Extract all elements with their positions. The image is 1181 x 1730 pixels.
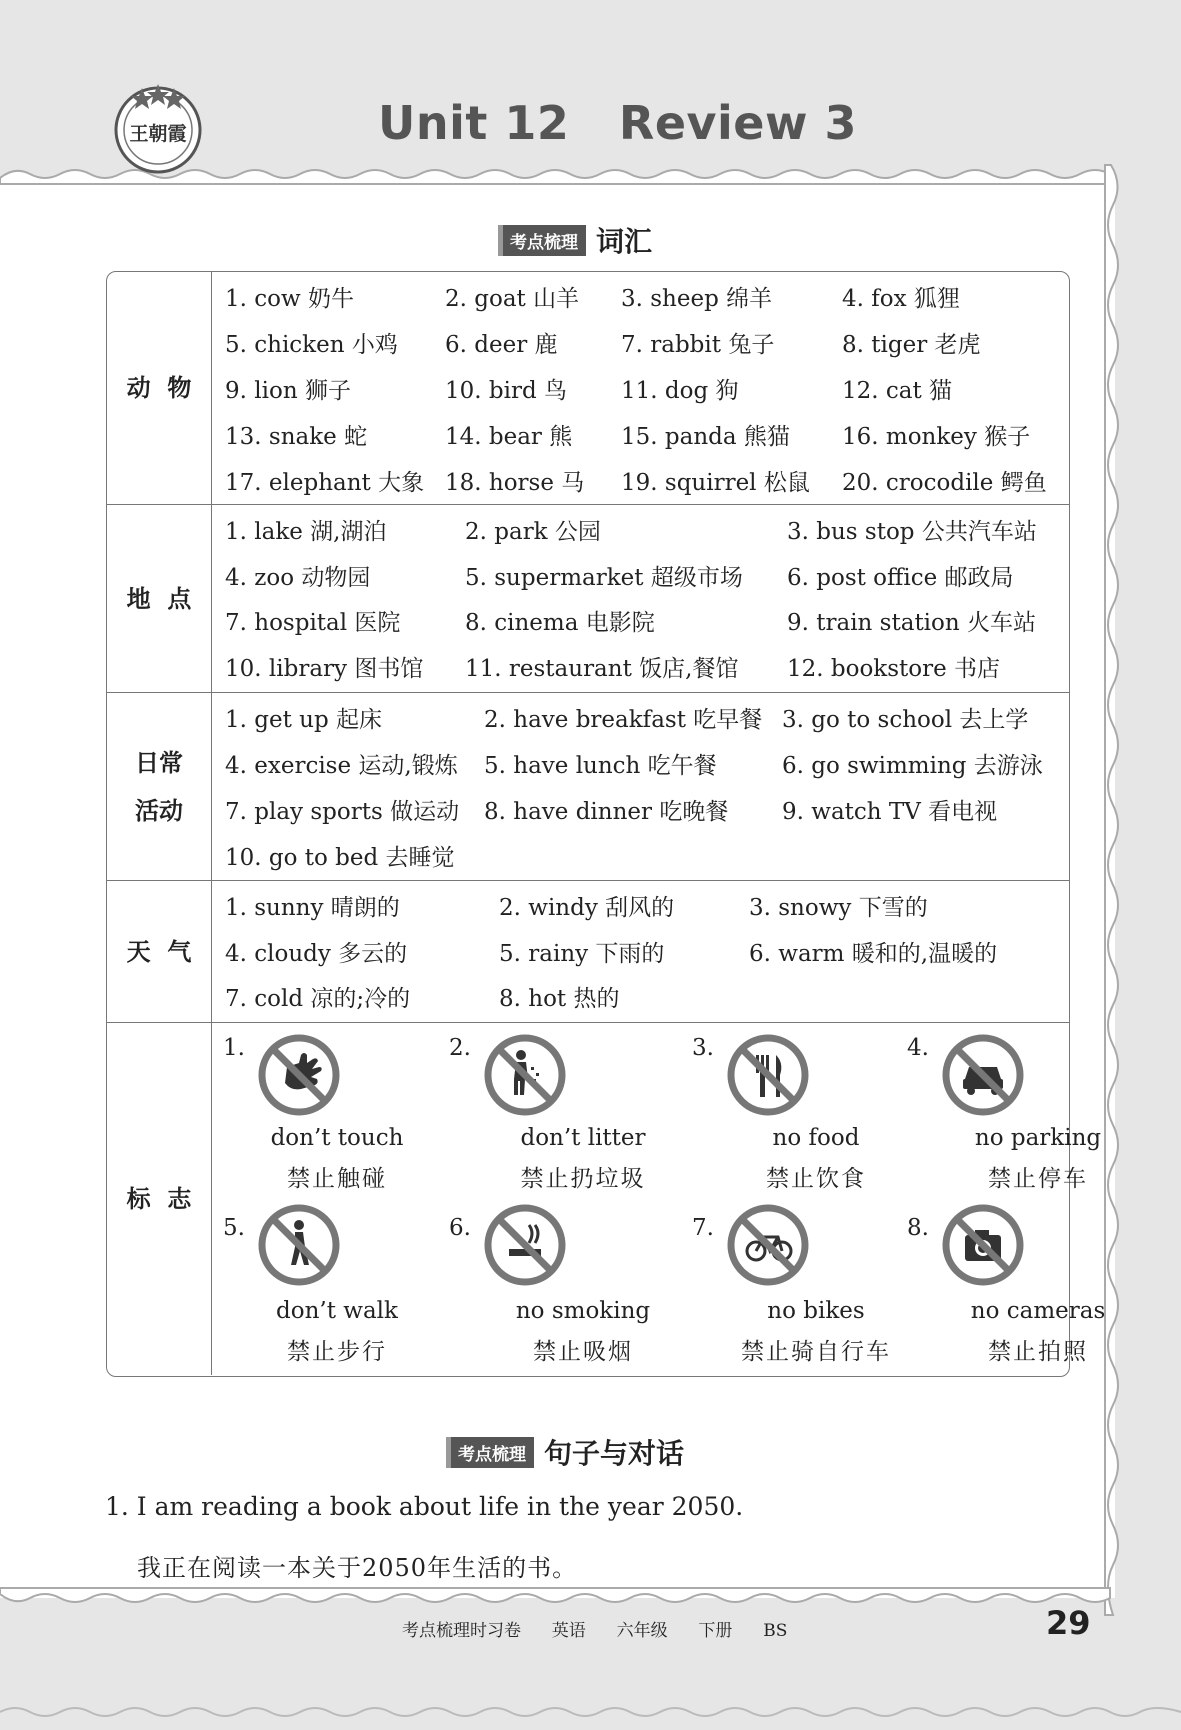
vocab-item: 3. bus stop 公共汽车站 [787, 519, 1037, 545]
sign-label-zh: 禁止扔垃圾 [520, 1166, 646, 1192]
vocab-item: 12. bookstore 书店 [787, 655, 1001, 682]
vocab-item: 4. cloudy 多云的 [225, 940, 408, 967]
sign-number: 1. [223, 1035, 245, 1061]
footer-text: 考点梳理时习卷 英语 六年级 下册 BS [402, 1621, 788, 1641]
vocab-item: 3. sheep 绵羊 [621, 286, 773, 312]
vocab-item: 6. post office 邮政局 [787, 564, 1014, 591]
vocab-item: 16. monkey 猴子 [842, 424, 1031, 450]
vocab-item: 8. hot 热的 [499, 986, 620, 1012]
sign-number: 3. [692, 1035, 714, 1061]
vocab-item: 10. library 图书馆 [225, 655, 424, 682]
vocab-item: 10. bird 鸟 [445, 378, 567, 404]
sign-number: 2. [449, 1035, 471, 1061]
vocab-item: 10. go to bed 去睡觉 [225, 845, 455, 871]
category-label: 地 点 [107, 505, 212, 692]
category-label: 标 志 [107, 1023, 212, 1375]
vocab-item: 5. rainy 下雨的 [499, 940, 665, 967]
vocab-item: 3. snowy 下雪的 [749, 895, 928, 921]
sign-label-zh: 禁止骑自行车 [741, 1339, 891, 1365]
bottom-wave-border [0, 1588, 1181, 1612]
sentence-zh: 我正在阅读一本关于2050年生活的书。 [137, 1554, 578, 1582]
no-smoking-icon [483, 1203, 567, 1287]
sign-number: 5. [223, 1215, 245, 1241]
vocab-section-activities [107, 693, 1069, 881]
vocab-item: 15. panda 熊猫 [621, 424, 790, 450]
no-cameras-icon [941, 1203, 1025, 1287]
no-food-icon [726, 1033, 810, 1117]
vocab-item: 5. chicken 小鸡 [225, 332, 398, 358]
vocab-item: 12. cat 猫 [842, 378, 953, 404]
section-header-sentences [446, 1432, 684, 1472]
vocab-item: 1. sunny 晴朗的 [225, 895, 400, 921]
vocab-item: 2. park 公园 [465, 519, 601, 545]
vocab-item: 9. lion 狮子 [225, 378, 351, 404]
section-tag: 考点梳理 [446, 1437, 534, 1468]
publisher-logo [112, 82, 204, 174]
sign-label-zh: 禁止拍照 [988, 1339, 1088, 1365]
vocabulary-table [106, 271, 1106, 1377]
right-wave-border [1105, 165, 1129, 1615]
vocab-section-places [107, 505, 1069, 693]
vocab-item: 14. bear 熊 [445, 424, 573, 450]
sign-label-en: don’t walk [276, 1298, 398, 1324]
vocab-item: 6. deer 鹿 [445, 332, 558, 358]
sign-label-zh: 禁止步行 [287, 1339, 387, 1365]
vocab-item: 20. crocodile 鳄鱼 [842, 470, 1047, 496]
vocab-item: 7. cold 凉的;冷的 [225, 986, 411, 1012]
vocab-item: 1. lake 湖,湖泊 [225, 519, 387, 545]
sign-label-zh: 禁止触碰 [287, 1166, 387, 1192]
vocab-item: 2. windy 刮风的 [499, 895, 675, 921]
section-header-vocab [498, 220, 652, 260]
vocab-item: 5. have lunch 吃午餐 [484, 753, 717, 779]
sign-label-en: no smoking [515, 1298, 651, 1324]
page-number: 29 [1046, 1604, 1091, 1642]
no-parking-icon [941, 1033, 1025, 1117]
sign-label-zh: 禁止饮食 [766, 1166, 866, 1192]
sign-label-en: no food [772, 1125, 860, 1151]
vocab-item: 7. play sports 做运动 [225, 799, 460, 825]
sign-label-zh: 禁止吸烟 [533, 1339, 633, 1365]
vocab-item: 8. have dinner 吃晚餐 [484, 799, 729, 825]
sign-number: 8. [907, 1215, 929, 1241]
vocab-item: 8. tiger 老虎 [842, 332, 981, 358]
sign-label-zh: 禁止停车 [988, 1166, 1088, 1192]
vocab-item: 4. exercise 运动,锻炼 [225, 753, 458, 779]
vocab-item: 2. goat 山羊 [445, 286, 580, 312]
category-label: 动 物 [107, 272, 212, 504]
vocab-item: 9. train station 火车站 [787, 610, 1037, 636]
vocab-item: 3. go to school 去上学 [782, 707, 1029, 733]
vocab-item: 7. rabbit 兔子 [621, 332, 775, 358]
category-label: 日常 活动 [107, 693, 212, 880]
vocab-item: 6. warm 暖和的,温暖的 [749, 940, 998, 967]
sign-number: 6. [449, 1215, 471, 1241]
vocab-item: 5. supermarket 超级市场 [465, 564, 743, 591]
vocab-section-signs [107, 1023, 1106, 1375]
sign-label-en: no bikes [767, 1298, 865, 1324]
vocab-item: 7. hospital 医院 [225, 610, 401, 636]
vocab-item: 11. dog 狗 [621, 378, 739, 404]
vocab-item: 1. cow 奶牛 [225, 286, 354, 312]
sign-label-en: don’t touch [270, 1125, 404, 1151]
footer-wave [0, 1700, 1181, 1724]
no-bikes-icon [726, 1203, 810, 1287]
section-title: 词汇 [596, 225, 653, 258]
section-title: 句子与对话 [544, 1437, 685, 1470]
no-litter-icon [483, 1033, 567, 1117]
vocab-item: 17. elephant 大象 [225, 470, 425, 496]
no-touch-icon [257, 1033, 341, 1117]
sentence-en: 1. I am reading a book about life in the year 2050. [105, 1492, 744, 1521]
sign-number: 7. [692, 1215, 714, 1241]
section-tag: 考点梳理 [498, 225, 586, 256]
sign-label-en: don’t litter [520, 1125, 646, 1151]
page-title: Unit 12 Review 3 [378, 96, 858, 150]
logo-text: 王朝霞 [129, 123, 187, 145]
vocab-item: 18. horse 马 [445, 470, 585, 496]
vocab-item: 2. have breakfast 吃早餐 [484, 707, 763, 733]
vocab-item: 4. fox 狐狸 [842, 286, 960, 312]
vocab-section-weather [107, 881, 1069, 1023]
sign-number: 4. [907, 1035, 929, 1061]
vocab-item: 4. zoo 动物园 [225, 564, 371, 591]
vocab-section-animals [107, 272, 1069, 505]
vocab-item: 8. cinema 电影院 [465, 610, 655, 636]
vocab-item: 13. snake 蛇 [225, 424, 368, 450]
category-label: 天 气 [107, 881, 212, 1022]
vocab-item: 9. watch TV 看电视 [782, 799, 998, 825]
vocab-item: 1. get up 起床 [225, 707, 382, 733]
vocab-item: 19. squirrel 松鼠 [621, 470, 810, 496]
sign-label-en: no parking [974, 1125, 1102, 1151]
vocab-item: 6. go swimming 去游泳 [782, 753, 1043, 779]
vocab-item: 11. restaurant 饭店,餐馆 [465, 655, 739, 682]
no-walk-icon [257, 1203, 341, 1287]
sign-label-en: no cameras [970, 1298, 1106, 1324]
